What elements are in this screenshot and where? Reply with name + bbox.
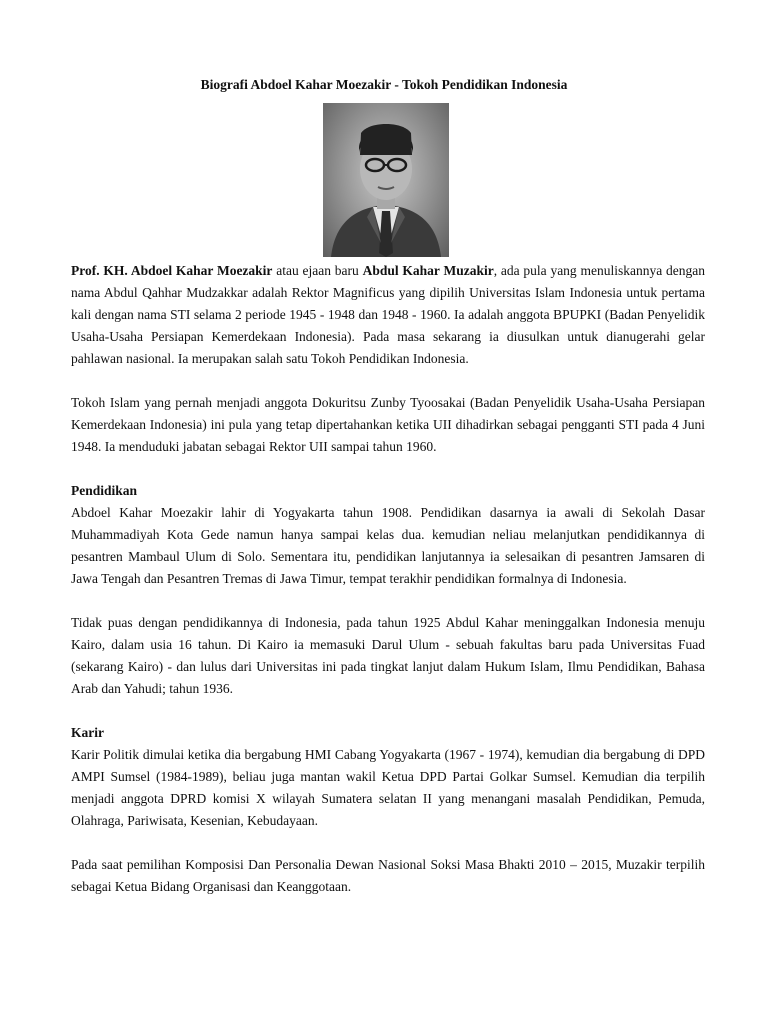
document-title: Biografi Abdoel Kahar Moezakir - Tokoh Pendidikan Indonesia xyxy=(200,77,568,92)
karir-paragraph-2: Pada saat pemilihan Komposisi Dan Personalia Dewan Nasional Soksi Masa Bhakti 2010 – 2015, Muzakir terpilih sebagai Ketua Bidang Organisasi dan Keanggotaan. xyxy=(71,857,705,894)
intro-paragraph xyxy=(71,260,705,370)
portrait-icon xyxy=(323,103,449,257)
karir-paragraph-1: Karir Politik dimulai ketika dia bergabung HMI Cabang Yogyakarta (1967 - 1974), kemudian dia bergabung di DPD AMPI Sumsel (1984-1989), beliau juga mantan wakil Ketua DPD Partai Golkar Sumsel. Kemudian dia terpilih menjadi anggota DPRD komisi X wilayah Sumatera selatan II yang menangani masalah Pendidikan, Pemuda, Olahraga, Pariwisata, Kesenian, Kebudayaan. xyxy=(71,747,705,828)
pendidikan-paragraph-2: Tidak puas dengan pendidikannya di Indonesia, pada tahun 1925 Abdul Kahar meninggalkan Indonesia menuju Kairo, dalam usia 16 tahun. Di Kairo ia memasuki Darul Ulum - sebuah fakultas baru pada Universitas Fuad (sekarang Kairo) - dan lulus dari Universitas ini pada tingkat lanjut dalam Hukum Islam, Ilmu Pendidikan, Bahasa Arab dan Yahudi; tahun 1936. xyxy=(71,615,705,696)
intro-text: , ada pula yang menuliskannya dengan nama Abdul Qahhar Mudzakkar adalah Rektor Magnificus yang dipilih Universitas Islam Indonesia untuk pertama kali dengan nama STI selama 2 periode 1945 - 1948 dan 1948 - 1960. Ia adalah anggota BPUPKI (Badan Penyelidik Usaha-Usaha Persiapan Kemerdekaan Indonesia). Pada masa sekarang ia diusulkan untuk dianugerahi gelar pahlawan nasional. Ia merupakan salah satu Tokoh Pendidikan Indonesia. xyxy=(71,263,705,366)
heading-pendidikan: Pendidikan xyxy=(71,483,138,498)
portrait-photo xyxy=(323,103,449,257)
intro-connector: atau ejaan baru xyxy=(272,263,363,278)
subject-alt-name: Abdul Kahar Muzakir xyxy=(362,263,494,278)
subject-name: Prof. KH. Abdoel Kahar Moezakir xyxy=(71,263,273,278)
pendidikan-paragraph-1: Abdoel Kahar Moezakir lahir di Yogyakarta tahun 1908. Pendidikan dasarnya ia awali di Sekolah Dasar Muhammadiyah Kota Gede namun hanya sampai kelas dua. kemudian neliau melanjutkan pendidikannya di pesantren Mambaul Ulum di Solo. Sementara itu, pendidikan lanjutannya ia selesaikan di pesantren Jamsaren di Jawa Tengah dan Pesantren Tremas di Jawa Timur, tempat terakhir pendidikan formalnya di Indonesia. xyxy=(71,505,705,586)
document-body xyxy=(71,260,705,920)
paragraph-dokuritsu: Tokoh Islam yang pernah menjadi anggota Dokuritsu Zunby Tyoosakai (Badan Penyelidik Usaha-Usaha Persiapan Kemerdekaan Indonesia) ini pula yang tetap dipertahankan ketika UII dihadirkan sebagai pengganti STI pada 4 Juni 1948. Ia menduduki jabatan sebagai Rektor UII sampai tahun 1960. xyxy=(71,395,705,454)
heading-karir: Karir xyxy=(71,725,104,740)
